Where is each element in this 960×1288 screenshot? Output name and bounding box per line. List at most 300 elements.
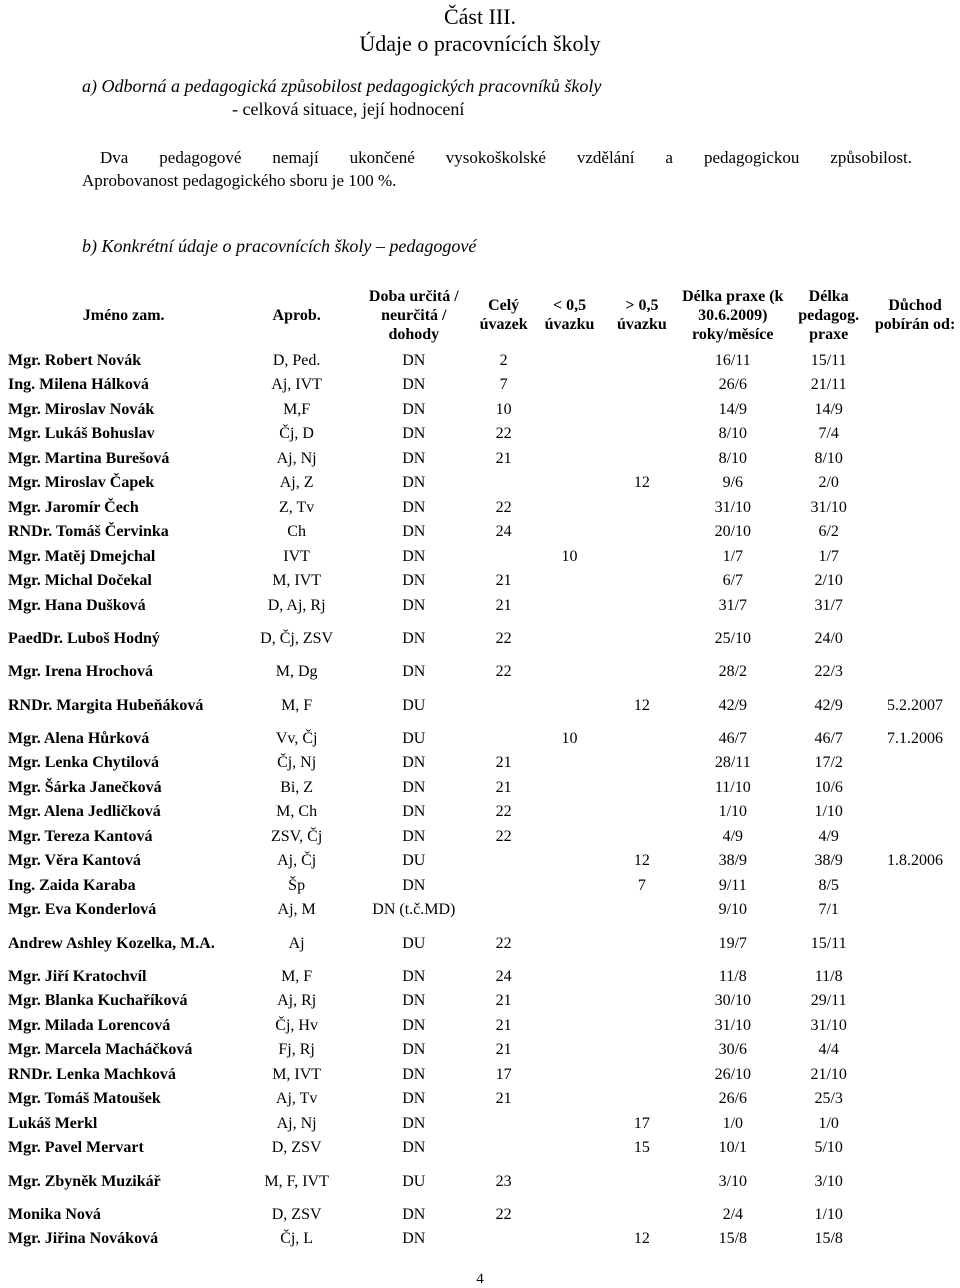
cell-lt [534,1013,606,1038]
cell-practice: 31/10 [714,1016,752,1034]
cell-full: 21 [495,572,512,590]
cell-lt [534,422,606,447]
cell-aprob: Čj, D [279,425,314,443]
header-pedpractice: Délka pedagog. praxe [798,287,860,343]
table-header-row [8,282,960,348]
table-row [8,569,960,594]
section-a-paragraph [82,146,912,192]
cell-gt [605,569,678,594]
cell-gt: 12 [633,1230,650,1248]
cell-aprob: D, Ped. [272,351,321,369]
cell-practice: 28/11 [714,754,751,772]
cell-ped: 15/11 [810,351,847,369]
cell-name: RNDr. Tomáš Červinka [8,523,169,541]
cell-pension [870,495,960,520]
cell-lt [534,569,606,594]
cell-contract: DN [402,992,426,1010]
cell-gt [605,348,678,373]
cell-lt [534,775,606,800]
cell-practice: 9/11 [718,876,747,894]
cell-contract: DN [402,351,426,369]
cell-name: Mgr. Alena Hůrková [8,729,150,747]
cell-full: 21 [495,1090,512,1108]
section-b-heading: b) Konkrétní údaje o pracovnících školy – pedagogové [82,236,477,256]
cell-full [474,1227,534,1252]
table-row [8,348,960,373]
cell-name: Mgr. Lukáš Bohuslav [8,425,155,443]
cell-practice: 31/7 [718,596,748,614]
cell-aprob: Čj, Hv [275,1016,318,1034]
cell-gt [605,422,678,447]
cell-pension [870,1111,960,1136]
cell-practice: 46/7 [718,729,748,747]
cell-full: 23 [495,1172,512,1190]
cell-practice: 8/10 [718,425,748,443]
cell-name: Mgr. Irena Hrochová [8,663,154,681]
table-row [8,373,960,398]
table-row [8,989,960,1014]
cell-practice: 8/10 [718,449,748,467]
cell-ped: 38/9 [814,852,843,870]
header-lt: < 0,5 úvazku [544,297,595,333]
cell-lt: 10 [561,547,578,565]
table-row [8,964,960,989]
cell-full: 22 [495,934,512,952]
cell-pension [870,471,960,496]
cell-practice: 20/10 [714,523,752,541]
cell-ped: 2/10 [814,572,843,590]
cell-pension [870,824,960,849]
table-row [8,618,960,660]
cell-practice: 10/1 [718,1139,748,1157]
header-pension: Důchod pobírán od: [874,297,956,333]
cell-aprob: Aj, Rj [277,992,317,1010]
table-row [8,1227,960,1252]
cell-name: Mgr. Miroslav Novák [8,400,155,418]
cell-lt [534,373,606,398]
table-row [8,849,960,874]
cell-name: Mgr. Tereza Kantová [8,827,153,845]
cell-contract: DU [402,696,426,714]
table-row [8,397,960,422]
cell-gt: 15 [633,1139,650,1157]
cell-ped: 6/2 [818,523,839,541]
cell-pension [870,422,960,447]
cell-gt [605,1038,678,1063]
cell-contract: DN [402,1230,426,1248]
cell-full: 21 [495,449,512,467]
cell-pension [870,348,960,373]
paragraph-line-2: Aprobovanost pedagogického sboru je 100 %. [82,171,397,190]
cell-lt [534,471,606,496]
cell-full: 21 [495,1041,512,1059]
cell-ped: 24/0 [814,630,843,647]
cell-aprob: Fj, Rj [278,1041,315,1059]
cell-lt [534,684,606,726]
cell-aprob: Z, Tv [279,498,315,516]
cell-ped: 14/9 [814,400,843,418]
cell-gt [605,660,678,685]
cell-name: RNDr. Lenka Machková [8,1065,176,1083]
cell-contract: DN [402,1139,426,1157]
cell-aprob: Aj, Z [279,474,314,492]
cell-aprob: Aj, IVT [271,376,322,394]
cell-practice: 9/10 [718,901,748,919]
cell-gt [605,495,678,520]
cell-contract: DN [402,803,426,821]
cell-ped: 5/10 [814,1139,843,1157]
cell-lt [534,898,606,923]
table-row [8,800,960,825]
cell-practice: 26/6 [718,376,748,394]
cell-lt [534,873,606,898]
cell-pension: 5.2.2007 [887,696,944,714]
table-row [8,873,960,898]
cell-full: 17 [495,1065,512,1083]
cell-pension [870,751,960,776]
cell-name: Mgr. Tomáš Matoušek [8,1090,161,1108]
cell-full: 21 [495,754,512,772]
cell-full: 22 [495,425,512,443]
cell-gt [605,593,678,618]
cell-full: 24 [495,523,512,541]
cell-gt [605,898,678,923]
cell-practice: 19/7 [718,934,748,952]
page-number: 4 [476,1271,484,1287]
cell-name: PaedDr. Luboš Hodný [8,630,160,647]
cell-lt [534,751,606,776]
table-row [8,1038,960,1063]
cell-gt [605,800,678,825]
cell-ped: 17/2 [814,754,843,772]
cell-gt [605,922,678,964]
cell-contract: DU [402,729,426,747]
cell-name: Mgr. Matěj Dmejchal [8,547,156,565]
cell-gt [605,544,678,569]
table-row [8,1202,960,1227]
cell-ped: 8/10 [814,449,843,467]
cell-full: 22 [495,827,512,845]
cell-full: 22 [495,803,512,821]
cell-ped: 46/7 [814,729,843,747]
cell-lt [534,1136,606,1161]
cell-pension [870,775,960,800]
cell-full [474,873,534,898]
cell-ped: 7/4 [818,425,839,443]
cell-gt [605,1160,678,1202]
cell-ped: 21/10 [810,1065,847,1083]
cell-gt [605,1062,678,1087]
cell-ped: 15/11 [810,934,847,952]
cell-pension [870,1136,960,1161]
cell-pension [870,397,960,422]
cell-full: 22 [495,1205,512,1223]
cell-contract: DN [402,778,426,796]
cell-name: Mgr. Alena Jedličková [8,803,161,821]
cell-ped: 22/3 [814,663,843,681]
table-row [8,471,960,496]
cell-practice: 26/6 [718,1090,748,1108]
cell-aprob: D, ZSV [271,1139,322,1157]
cell-lt [534,1062,606,1087]
cell-contract: DN [402,1205,426,1223]
table-row [8,684,960,726]
cell-ped: 31/10 [810,1016,847,1034]
cell-name: Monika Nová [8,1205,101,1223]
cell-ped: 1/0 [818,1114,839,1132]
cell-pension [870,1062,960,1087]
cell-pension [870,873,960,898]
cell-full [474,1111,534,1136]
cell-ped: 7/1 [818,901,839,919]
cell-aprob: D, ZSV [271,1205,322,1223]
cell-gt: 12 [633,852,650,870]
cell-pension [870,660,960,685]
cell-name: Mgr. Marcela Macháčková [8,1041,193,1059]
cell-contract: DN [402,572,426,590]
cell-lt [534,849,606,874]
cell-contract: DN [402,400,426,418]
cell-aprob: M, F [281,696,313,714]
cell-aprob: Aj, Nj [276,449,317,467]
cell-aprob: Aj, Tv [275,1090,318,1108]
cell-full: 24 [495,967,512,985]
cell-pension [870,1227,960,1252]
cell-contract: DN [402,547,426,565]
cell-practice: 11/10 [714,778,751,796]
cell-pension [870,569,960,594]
table-row [8,751,960,776]
table-row [8,1087,960,1112]
cell-ped: 4/9 [818,827,839,845]
cell-full: 21 [495,778,512,796]
cell-contract: DN [402,474,426,492]
cell-gt [605,1013,678,1038]
cell-practice: 31/10 [714,498,752,516]
cell-contract: DN [402,596,426,614]
cell-ped: 31/10 [810,498,847,516]
staff-table [8,282,960,1251]
cell-pension [870,544,960,569]
cell-lt [534,593,606,618]
table-row [8,898,960,923]
cell-lt [534,1038,606,1063]
section-a-heading: a) Odborná a pedagogická způsobilost pedagogických pracovníků školy [82,76,602,96]
cell-aprob: M, F, IVT [264,1172,329,1190]
cell-contract: DN [402,523,426,541]
cell-lt [534,348,606,373]
cell-full: 22 [495,630,512,647]
cell-lt [534,989,606,1014]
cell-practice: 2/4 [722,1205,744,1223]
cell-full: 21 [495,992,512,1010]
cell-gt: 12 [633,474,650,492]
cell-pension [870,1038,960,1063]
cell-contract: DN [402,498,426,516]
cell-aprob: Aj, Čj [277,852,317,870]
cell-lt [534,800,606,825]
table-row [8,824,960,849]
cell-practice: 16/11 [714,351,751,369]
cell-practice: 25/10 [714,630,752,647]
cell-ped: 10/6 [814,778,843,796]
table-row [8,446,960,471]
header-contract: Doba určitá / neurčitá / dohody [368,287,459,343]
cell-name: Mgr. Věra Kantová [8,852,141,870]
cell-gt [605,824,678,849]
cell-ped: 11/8 [814,967,843,985]
cell-name: Mgr. Eva Konderlová [8,901,157,919]
cell-lt: 10 [561,729,578,747]
cell-contract: DN [402,663,426,681]
cell-ped: 21/11 [810,376,847,394]
cell-gt [605,1202,678,1227]
cell-full: 10 [495,400,512,418]
cell-full: 21 [495,596,512,614]
cell-practice: 6/7 [722,572,744,590]
cell-full [474,849,534,874]
cell-lt [534,1160,606,1202]
cell-aprob: Ch [287,523,306,541]
cell-pension [870,964,960,989]
cell-full [474,726,534,751]
cell-aprob: M, F [281,967,313,985]
table-row [8,1136,960,1161]
header-full: Celý úvazek [479,297,528,333]
cell-name: Mgr. Robert Novák [8,351,142,369]
cell-name: Mgr. Blanka Kuchaříková [8,992,188,1010]
cell-full [474,544,534,569]
table-row [8,593,960,618]
cell-gt: 7 [637,876,646,894]
cell-contract: DN [402,967,426,985]
cell-aprob: ZSV, Čj [270,827,323,845]
cell-aprob: Aj, M [277,901,316,919]
cell-pension [870,520,960,545]
cell-lt [534,922,606,964]
cell-lt [534,618,606,660]
cell-aprob: M, Ch [276,803,318,821]
cell-lt [534,520,606,545]
cell-ped: 4/4 [818,1041,839,1059]
cell-gt [605,520,678,545]
cell-contract: DN [402,827,426,845]
header-gt: > 0,5 úvazku [617,297,667,333]
cell-name: Mgr. Šárka Janečková [8,778,162,796]
cell-lt [534,824,606,849]
cell-name: Mgr. Zbyněk Muzikář [8,1172,161,1190]
cell-pension [870,373,960,398]
cell-name: Mgr. Miroslav Čapek [8,474,155,492]
cell-name: Mgr. Lenka Chytilová [8,754,159,772]
cell-practice: 4/9 [722,827,744,845]
cell-full: 2 [499,351,508,369]
cell-lt [534,660,606,685]
cell-practice: 3/10 [718,1172,748,1190]
cell-ped: 31/7 [814,596,843,614]
cell-pension [870,446,960,471]
table-row [8,495,960,520]
cell-gt [605,397,678,422]
cell-gt [605,775,678,800]
table-row [8,1111,960,1136]
cell-practice: 28/2 [718,663,748,681]
cell-name: Mgr. Hana Dušková [8,596,146,614]
cell-aprob: Vv, Čj [275,729,318,747]
cell-gt [605,618,678,660]
cell-pension [870,922,960,964]
header-name: Jméno zam. [82,306,165,324]
cell-contract: DN [402,376,426,394]
cell-name: Ing. Zaida Karaba [8,876,136,894]
cell-ped: 1/10 [814,803,843,821]
cell-ped: 25/3 [814,1090,843,1108]
cell-practice: 14/9 [718,400,748,418]
table-row [8,1160,960,1202]
cell-name: Mgr. Jiří Kratochvíl [8,967,147,985]
cell-ped: 2/0 [818,474,839,492]
cell-aprob: Šp [288,876,306,894]
cell-pension [870,593,960,618]
cell-full: 21 [495,1016,512,1034]
cell-name: Andrew Ashley Kozelka, M.A. [8,934,215,952]
cell-aprob: Bi, Z [280,778,314,796]
cell-practice: 42/9 [718,696,748,714]
cell-gt [605,373,678,398]
cell-aprob: M, Dg [275,663,318,681]
cell-contract: DN [402,425,426,443]
cell-full: 22 [495,498,512,516]
cell-name: Ing. Milena Hálková [8,376,149,394]
cell-contract: DN [402,1065,426,1083]
cell-contract: DN [402,876,426,894]
cell-contract: DN [402,1114,426,1132]
cell-lt [534,397,606,422]
cell-pension: 7.1.2006 [887,729,944,747]
cell-gt [605,964,678,989]
cell-contract: DN [402,1090,426,1108]
cell-aprob: M, IVT [272,1065,322,1083]
cell-gt [605,989,678,1014]
cell-aprob: Aj [288,934,305,952]
cell-contract: DN [402,449,426,467]
cell-gt [605,446,678,471]
cell-name: Mgr. Jaromír Čech [8,498,139,516]
cell-gt: 12 [633,696,650,714]
table-row [8,775,960,800]
cell-name: Mgr. Milada Lorencová [8,1016,171,1034]
cell-aprob: D, Aj, Rj [267,596,326,614]
cell-practice: 1/10 [718,803,748,821]
cell-lt [534,1227,606,1252]
cell-lt [534,446,606,471]
cell-contract: DU [402,1172,426,1190]
cell-aprob: D, Čj, ZSV [260,630,334,647]
cell-practice: 9/6 [722,474,744,492]
cell-name: Mgr. Michal Dočekal [8,572,152,590]
cell-practice: 30/6 [718,1041,748,1059]
header-practice: Délka praxe (k 30.6.2009) roky/měsíce [682,287,784,343]
page-subtitle: Údaje o pracovnících školy [359,31,601,56]
table-row [8,660,960,685]
header-aprob: Aprob. [272,306,321,324]
cell-aprob: M, IVT [272,572,322,590]
cell-aprob: M,F [283,400,311,418]
cell-ped: 42/9 [814,696,843,714]
cell-name: Mgr. Martina Burešová [8,449,170,467]
cell-pension [870,1087,960,1112]
cell-name: RNDr. Margita Hubeňáková [8,696,204,714]
